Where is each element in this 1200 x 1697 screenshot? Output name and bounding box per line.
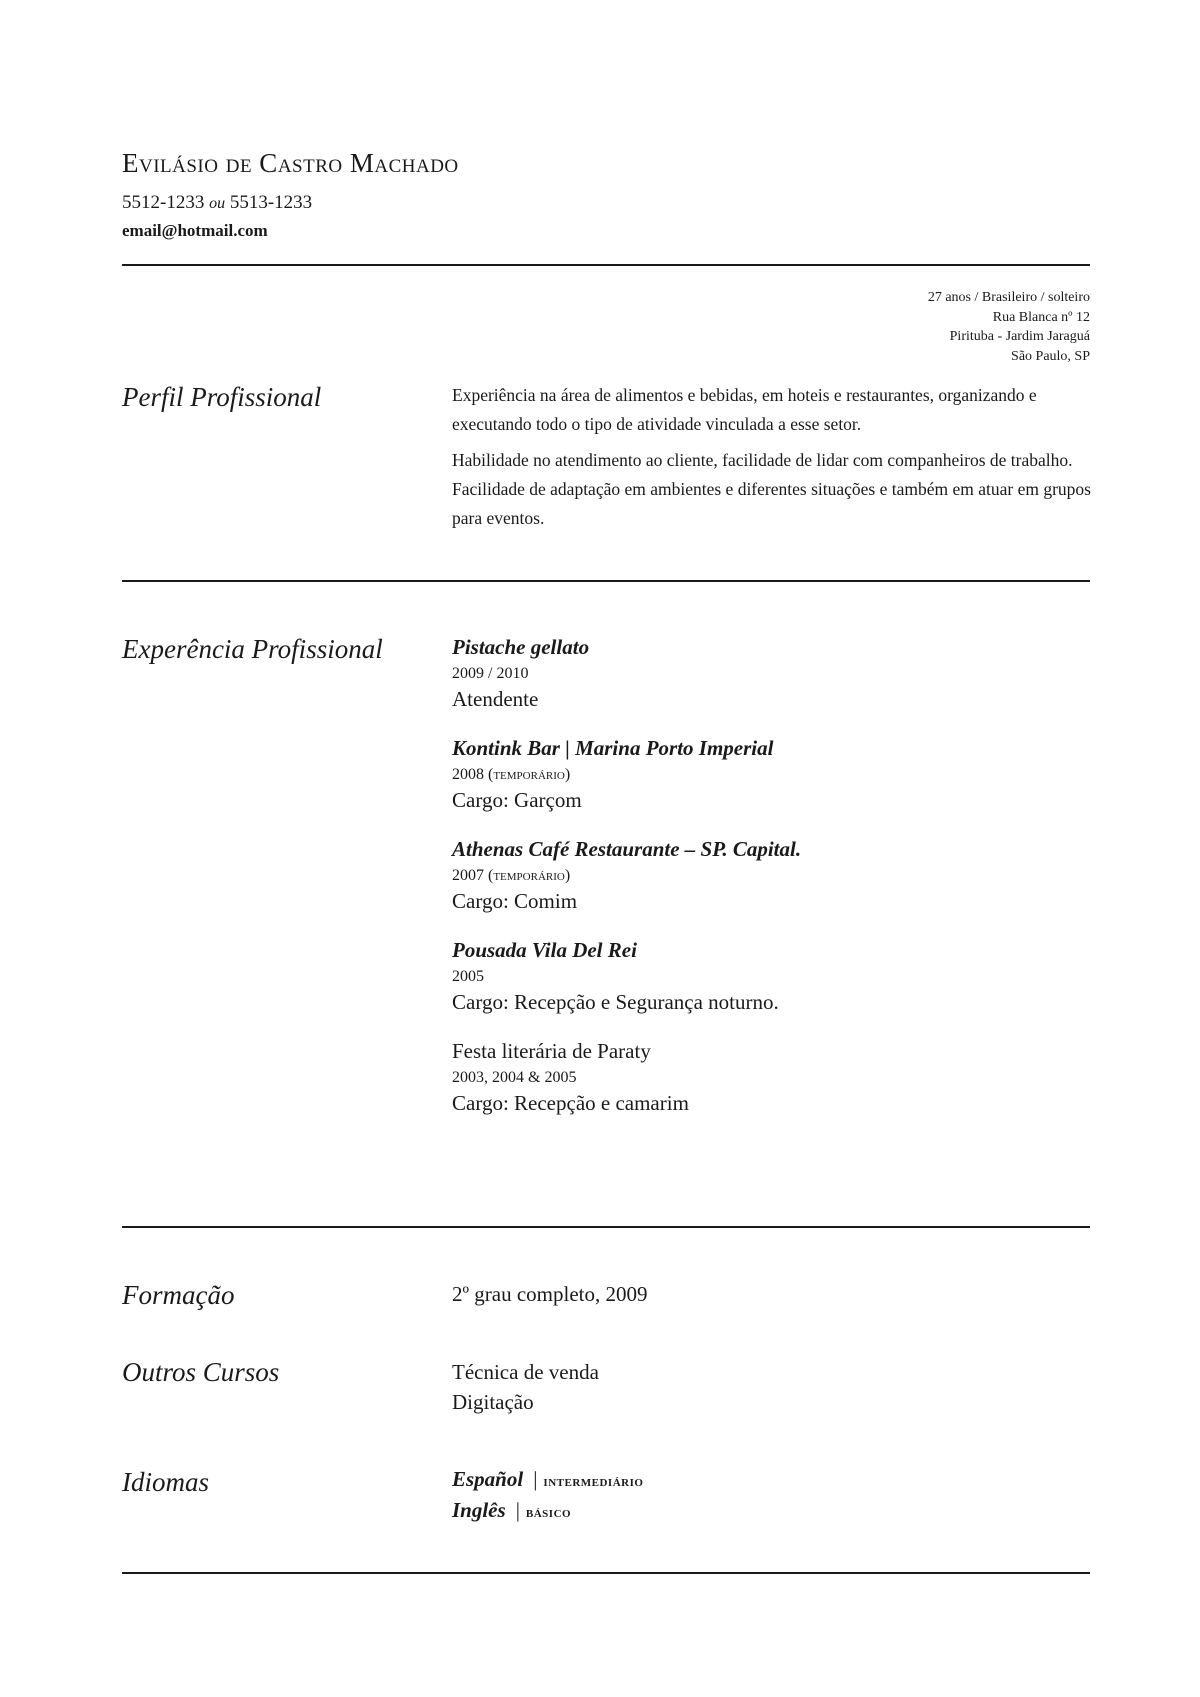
phone-numbers xyxy=(122,192,312,214)
job-company: Athenas Café Restaurante – SP. Capital. xyxy=(452,837,802,861)
section-title-experience: Experência Profissional xyxy=(122,634,383,664)
job-period: 2007 (temporário) xyxy=(452,867,571,884)
language-level: intermediário xyxy=(543,1473,644,1490)
profile-paragraph: Experiência na área de alimentos e bebidas, em hoteis e restaurantes, organizando e executando todo o tipo de atividade vinculada a esse setor. xyxy=(452,385,1037,434)
job-period: 2009 / 2010 xyxy=(452,665,529,682)
phone-number-2: 5513-1233 xyxy=(229,192,313,213)
language-name: Inglês xyxy=(452,1498,506,1522)
language-separator: | xyxy=(533,1467,538,1491)
divider xyxy=(122,1226,1090,1228)
divider xyxy=(122,1572,1090,1574)
candidate-name: Evilásio de Castro Machado xyxy=(122,148,459,178)
job-entry xyxy=(452,936,1092,1015)
divider xyxy=(122,264,1090,266)
job-company: Kontink Bar | Marina Porto Imperial xyxy=(452,736,774,760)
job-entry xyxy=(452,734,1092,813)
education-value: 2º grau completo, 2009 xyxy=(452,1282,648,1306)
language-item xyxy=(452,1496,1092,1527)
personal-info xyxy=(928,288,1090,366)
personal-info-line: 27 anos / Brasileiro / solteiro xyxy=(927,290,1090,305)
language-separator: | xyxy=(515,1498,520,1522)
language-item xyxy=(452,1465,1092,1496)
experience-list xyxy=(452,633,1092,1138)
job-role: Cargo: Garçom xyxy=(452,788,582,812)
language-name: Español xyxy=(452,1467,524,1491)
phone-separator: ou xyxy=(209,195,226,212)
job-entry xyxy=(452,835,1092,914)
personal-info-line: Rua Blanca nº 12 xyxy=(992,309,1090,325)
job-period: 2008 (temporário) xyxy=(452,766,571,783)
email-address: email@hotmail.com xyxy=(122,221,268,240)
job-role: Cargo: Comim xyxy=(452,889,578,913)
job-period: 2005 xyxy=(452,968,484,985)
job-role: Cargo: Recepção e Segurança noturno. xyxy=(452,990,779,1014)
personal-info-line: Pirituba - Jardim Jaraguá xyxy=(949,329,1090,344)
section-title-profile: Perfil Profissional xyxy=(122,382,322,412)
phone-number-1: 5512-1233 xyxy=(122,192,205,213)
job-company: Festa literária de Paraty xyxy=(452,1039,651,1063)
job-entry xyxy=(452,633,1092,712)
personal-info-line: São Paulo, SP xyxy=(1011,348,1090,364)
section-title-languages: Idiomas xyxy=(122,1467,209,1497)
course-item: Digitação xyxy=(452,1390,534,1414)
job-company: Pistache gellato xyxy=(452,635,590,659)
job-period: 2003, 2004 & 2005 xyxy=(452,1069,577,1086)
profile-paragraph: Habilidade no atendimento ao cliente, facilidade de lidar com companheiros de trabalho. Facilidade de adaptação em ambientes e diferentes situações e também em atuar em grupos para eventos. xyxy=(452,450,1091,528)
section-title-courses: Outros Cursos xyxy=(122,1357,280,1387)
job-role: Cargo: Recepção e camarim xyxy=(452,1091,689,1115)
profile-text xyxy=(452,381,1092,540)
job-role: Atendente xyxy=(452,687,539,711)
languages-list xyxy=(452,1465,1092,1527)
job-entry xyxy=(452,1037,1092,1116)
language-level: básico xyxy=(525,1504,572,1521)
course-item: Técnica de venda xyxy=(452,1360,599,1384)
section-title-education: Formação xyxy=(122,1280,235,1310)
job-company: Pousada Vila Del Rei xyxy=(452,938,637,962)
divider xyxy=(122,580,1090,582)
courses-list xyxy=(452,1357,1092,1417)
